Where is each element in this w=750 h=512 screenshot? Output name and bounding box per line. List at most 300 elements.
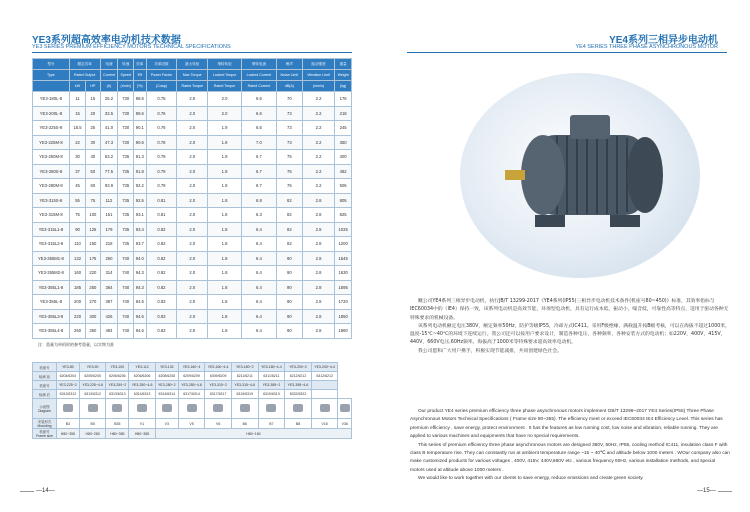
mount-row-label: 轴承 后	[33, 390, 57, 399]
spec-cell: YE3-280M-8	[33, 179, 70, 194]
motor-mount-icon	[88, 404, 98, 412]
spec-cell: 1980	[335, 324, 352, 339]
mount-cell: YE3-90	[79, 363, 106, 372]
motor-mount-icon	[112, 404, 122, 412]
spec-cell: 90	[276, 251, 302, 266]
spec-cell: 94.6	[134, 295, 147, 310]
spec-cell: 90	[69, 222, 85, 237]
spec-cell: 94.6	[134, 309, 147, 324]
spec-cell: 2.0	[177, 135, 208, 150]
mounting-type: B35	[106, 419, 129, 429]
motor-terminal-box	[570, 115, 610, 139]
spec-cell: 151	[100, 208, 118, 223]
spec-cell: 218	[100, 237, 118, 252]
mount-cell: 6314/6313	[129, 390, 156, 399]
right-title-rule	[407, 52, 727, 53]
mount-diagram-cell	[205, 399, 232, 419]
spec-cell: 2.0	[177, 150, 208, 165]
spec-cell: 2.8	[302, 237, 335, 252]
spec-cell: 0.79	[146, 150, 177, 165]
spec-cell: YE3-315L1-8	[33, 222, 70, 237]
mount-cell: 6322/6322	[285, 390, 312, 399]
spec-cell: YE3-355L3-8	[33, 309, 70, 324]
spec-cell: 1.8	[208, 208, 242, 223]
spec-cell: 735	[118, 150, 134, 165]
spec-cell: 20	[86, 106, 100, 121]
frame-label	[33, 429, 57, 439]
left-title-rule	[32, 52, 352, 53]
spec-cell: 2.8	[302, 208, 335, 223]
spec-cell: 41.0	[100, 121, 118, 136]
spec-cell: 245	[335, 121, 352, 136]
spec-cell: 0.82	[146, 251, 177, 266]
spec-cell: 2.0	[177, 295, 208, 310]
spec-cell: 91.8	[134, 164, 147, 179]
spec-cell: 2.0	[177, 309, 208, 324]
mounting-row	[33, 419, 352, 429]
spec-cell: 160	[69, 266, 85, 281]
spec-cell: 482	[335, 164, 352, 179]
description-en-p2: This series of premium efficiency three phase asynchronous motors are designed 380V, 50Hz, IP55, cooling method IC411, insulation class F with class B temperature rise. They can constantly run at ambient temperature range ~15 ~ 40℃ and altitude below 1000 meters . WOur company also can make customized products for various voltages , 400V, 415V, 440V,660V etc , various frequency 60Hz, various installation methods, and special motors used at altitude above 1000 meters .	[410, 442, 730, 473]
mount-cell: 6317/6317	[205, 390, 232, 399]
spec-col-unit: Rated Torque	[208, 81, 242, 92]
spec-cell: 218	[335, 106, 352, 121]
spec-cell: 75	[276, 150, 302, 165]
spec-cell: YE3-355L-8	[33, 295, 70, 310]
spec-cell: 730	[118, 121, 134, 136]
spec-cell: 6.7	[241, 164, 276, 179]
spec-cell: 0.82	[146, 222, 177, 237]
spec-col-en: Current	[100, 70, 118, 81]
spec-cell: 2.0	[177, 266, 208, 281]
spec-row	[33, 324, 352, 339]
left-title-en: YE3 SERIES PREMIUM EFFICIENCY MOTORS TECHNICAL SPECIFICATIONS	[32, 44, 231, 50]
spec-cell: 2.0	[177, 179, 208, 194]
spec-cell: 94.3	[134, 280, 147, 295]
spec-cell: 1.9	[208, 121, 242, 136]
spec-col-cn: 堵转转矩	[208, 59, 242, 70]
spec-cell: YE3-315S-8	[33, 193, 70, 208]
spec-cell: 76	[276, 164, 302, 179]
spec-cell: 1.9	[208, 150, 242, 165]
mount-diagram-cell	[129, 399, 156, 419]
spec-cell: 2.2	[302, 106, 335, 121]
spec-cell: 63.2	[100, 150, 118, 165]
spec-cell: 90	[276, 295, 302, 310]
spec-cell: 15	[69, 106, 85, 121]
spec-cell: 6.4	[241, 280, 276, 295]
spec-cell: 175	[86, 251, 100, 266]
spec-col-cn: 转速	[118, 59, 134, 70]
spec-cell: 6.7	[241, 150, 276, 165]
motor-mount-icon	[187, 404, 197, 412]
spec-cell: 1200	[335, 237, 352, 252]
spec-cell: 73	[276, 121, 302, 136]
spec-cell: YE3-250M-8	[33, 150, 70, 165]
spec-cell: 730	[118, 135, 134, 150]
right-page	[375, 0, 750, 512]
mount-cell: 6313/6313	[106, 390, 129, 399]
spec-cell: 1.8	[208, 222, 242, 237]
spec-cell: 112	[100, 193, 118, 208]
spec-cell: 2.2	[302, 150, 335, 165]
spec-row	[33, 150, 352, 165]
spec-cell: 40	[86, 150, 100, 165]
spec-cell: 75	[69, 208, 85, 223]
spec-row	[33, 92, 352, 107]
spec-cell: 1.8	[208, 193, 242, 208]
footer-line-right	[718, 491, 732, 492]
mount-cell: 6314/6314	[155, 390, 178, 399]
spec-col-cn: 电流	[100, 59, 118, 70]
spec-cell: 2.0	[208, 106, 242, 121]
spec-col-cn: 型号	[33, 59, 70, 70]
spec-cell: 0.78	[146, 135, 177, 150]
spec-cell: 0.81	[146, 193, 177, 208]
spec-cell: 2.0	[177, 164, 208, 179]
description-cn	[410, 298, 730, 356]
spec-cell: 1.8	[208, 266, 242, 281]
spec-cell: 93.4	[134, 222, 147, 237]
spec-cell: 6.3	[241, 208, 276, 223]
spec-cell: 82	[276, 222, 302, 237]
spec-col-cn: 重量	[335, 59, 352, 70]
spec-cell: 2.8	[302, 193, 335, 208]
spec-cell: YE3-225S-8	[33, 121, 70, 136]
spec-cell: 6.4	[241, 237, 276, 252]
spec-cell: 484	[100, 324, 118, 339]
mount-cell: YE3-250~4-6	[129, 381, 156, 390]
spec-cell: 90	[276, 309, 302, 324]
spec-cell: 505	[335, 179, 352, 194]
spec-cell: 2.8	[302, 266, 335, 281]
mount-diagram-cell	[178, 399, 205, 419]
mounting-label-en: Mounting	[37, 424, 52, 428]
spec-table	[32, 58, 352, 339]
spec-cell: 2.0	[177, 208, 208, 223]
spec-row	[33, 222, 352, 237]
spec-cell: YE3-355L4-8	[33, 324, 70, 339]
spec-cell: 7.0	[241, 135, 276, 150]
spec-col-cn: 振动强度	[302, 59, 335, 70]
motor-mount-icon	[293, 404, 303, 412]
spec-cell: 82	[276, 237, 302, 252]
spec-cell: 2.0	[208, 92, 242, 107]
spec-row	[33, 309, 352, 324]
mount-cell: 6206/6206	[129, 372, 156, 381]
mount-cell: YE3-160~4-4	[205, 363, 232, 372]
mounting-type: B8	[285, 419, 312, 429]
spec-cell: 82	[276, 208, 302, 223]
mount-cell: 6311/6211	[258, 372, 285, 381]
spec-cell: 55	[69, 193, 85, 208]
spec-cell: 1.8	[208, 237, 242, 252]
spec-col-en: Locked Current	[241, 70, 276, 81]
motor-fan-cover	[627, 137, 663, 213]
spec-cell: 30	[69, 150, 85, 165]
spec-cell: YE3-200L-8	[33, 106, 70, 121]
spec-cell: 82	[276, 193, 302, 208]
spec-cell: 50	[86, 164, 100, 179]
spec-cell: 1.8	[208, 295, 242, 310]
mount-cell: YE3-80	[57, 363, 80, 372]
spec-cell: 1.9	[208, 164, 242, 179]
mount-cell: YE3-280~2	[155, 381, 178, 390]
mounting-label-cn: 安装形式	[37, 420, 52, 424]
spec-cell: 2.8	[302, 251, 335, 266]
mounting-label	[33, 419, 57, 429]
description-cn-p1: 概公司YE4系列三相异步电动机，执行JB/T 13299-2017《YE4系列(IP55)三相异步电动机技术条件(机座号80~450)》标准，其效率指标与IEC60034中的（IE4）保持一致，该系列电动机是高效节能，环保型电动机，具有运行成本低，振动小，噪音低，可靠性高等特点，适用于驱动各种无特殊要求的机械设备。	[410, 299, 729, 321]
spec-cell: 88.6	[134, 92, 147, 107]
spec-cell: 60	[86, 179, 100, 194]
spec-cell: 90.6	[134, 135, 147, 150]
spec-cell: 132	[69, 251, 85, 266]
spec-col-en: Noise Limit	[276, 70, 302, 81]
spec-cell: 387	[100, 295, 118, 310]
spec-cell: 6.6	[241, 106, 276, 121]
spec-cell: 25	[86, 121, 100, 136]
mount-diagram-cell	[285, 399, 312, 419]
spec-cell: 2.8	[302, 222, 335, 237]
mount-cell: YE3-132	[155, 363, 178, 372]
motor-shaft	[505, 170, 525, 180]
spec-cell: 400	[335, 150, 352, 165]
spec-col-en: Locked Torque	[208, 70, 242, 81]
frame-label-en: Frame size	[36, 434, 53, 438]
mount-diagram-cell	[231, 399, 258, 419]
motor-mount-icon	[266, 404, 276, 412]
mount-cell: YE3-315~4-6	[231, 381, 258, 390]
mounting-table	[32, 362, 352, 439]
spec-cell: 2.0	[177, 324, 208, 339]
mount-cell: YE3-225~2	[57, 381, 80, 390]
spec-cell: 15	[86, 92, 100, 107]
mount-row	[33, 363, 352, 372]
spec-cell: 740	[118, 266, 134, 281]
spec-cell: 740	[118, 251, 134, 266]
spec-col-en: Vibration Limit	[302, 70, 335, 81]
spec-cell: 735	[118, 193, 134, 208]
mount-diagram-cell	[155, 399, 178, 419]
spec-col-unit: (r/min)	[118, 81, 134, 92]
mount-cell: YE3-160~4	[178, 363, 205, 372]
spec-cell: 150	[86, 237, 100, 252]
spec-cell: 125	[86, 222, 100, 237]
spec-cell: 70	[276, 92, 302, 107]
mounting-type: V15	[311, 419, 338, 429]
spec-cell: 11	[69, 92, 85, 107]
spec-cell: 2.0	[177, 237, 208, 252]
description-en-p3: We would like to work together with our clients to save energy, reduce emissions and create green society.	[418, 476, 644, 482]
spec-cell: 2.0	[177, 121, 208, 136]
spec-cell: 75	[86, 193, 100, 208]
spec-cell: 0.83	[146, 295, 177, 310]
spec-row	[33, 106, 352, 121]
spec-cell: 93.9	[100, 179, 118, 194]
diagram-row	[33, 399, 352, 419]
spec-cell: 740	[118, 295, 134, 310]
diagram-label-cn: 示意图	[39, 405, 50, 409]
spec-col-unit: (Cosφ)	[146, 81, 177, 92]
description-en	[410, 408, 730, 484]
spec-cell: 0.79	[146, 179, 177, 194]
spec-cell: 1720	[335, 295, 352, 310]
motor-foot-left	[535, 215, 565, 227]
spec-cell: 37	[69, 164, 85, 179]
spec-cell: 730	[118, 106, 134, 121]
spec-cell: 740	[118, 324, 134, 339]
spec-cell: 2.2	[302, 121, 335, 136]
spec-cell: 0.75	[146, 92, 177, 107]
spec-cell: 94.6	[134, 324, 147, 339]
mount-cell: 6211/6211	[231, 372, 258, 381]
spec-cell: 740	[118, 280, 134, 295]
spec-cell: 2.2	[302, 179, 335, 194]
motor-mount-icon	[340, 404, 350, 412]
spec-cell: 350	[86, 324, 100, 339]
spec-cell: 0.83	[146, 309, 177, 324]
spec-cell: 1.9	[208, 179, 242, 194]
spec-col-cn: 噪声	[276, 59, 302, 70]
spec-cell: 90.1	[134, 121, 147, 136]
spec-cell: 2.8	[302, 324, 335, 339]
spec-cell: 93.7	[134, 237, 147, 252]
description-en-p1: Our product YE4 series premium efficiency three phase asynchronous motors implement GB/T 13299~2017 YE4 Series(IP55) Three Phase Asynchronous Motors Technical Specifications ( Frame size 80~355). The efficiency meet or exceed IEC60034 IE4 Efficiency Level. This series has premium efficiency , save energy, protect environment . It has the features as low running cost, low noise and vibration, reliable running. They are applied to various machines and equipments that have no special requirements.	[410, 409, 723, 440]
mount-cell: YE3-250~2	[106, 381, 129, 390]
mounting-type: V6	[205, 419, 232, 429]
spec-cell: 92.2	[134, 179, 147, 194]
spec-cell: 73	[276, 106, 302, 121]
weight-note: 注：重量为单机时的参考重量，以实物为准	[38, 342, 114, 347]
spec-col-unit: dB(A)	[276, 81, 302, 92]
spec-cell: 0.76	[146, 121, 177, 136]
mount-cell	[311, 381, 338, 390]
spec-cell: 6.4	[241, 266, 276, 281]
spec-cell: 2.8	[302, 309, 335, 324]
spec-cell: 735	[118, 222, 134, 237]
frame-row	[33, 429, 352, 439]
spec-col-cn: 堵转电流	[241, 59, 276, 70]
spec-cell: 270	[86, 295, 100, 310]
spec-cell: 18.5	[69, 121, 85, 136]
mount-cell: 6313/6312	[79, 390, 106, 399]
spec-cell: 260	[100, 251, 118, 266]
description-cn-p3: 我公司愿和广大用户携手，积极实现节能减排，共同创建绿色社会。	[418, 348, 562, 354]
motor-illustration	[505, 110, 675, 260]
mount-cell: 6212/6212	[285, 372, 312, 381]
spec-row	[33, 237, 352, 252]
spec-cell: 426	[100, 309, 118, 324]
spec-cell: 2.0	[177, 280, 208, 295]
motor-foot-right	[610, 215, 640, 227]
spec-row	[33, 121, 352, 136]
spec-cell: 100	[86, 208, 100, 223]
spec-row	[33, 179, 352, 194]
mount-cell: YE3-200~2	[285, 363, 312, 372]
spec-cell: 90	[276, 280, 302, 295]
spec-cell: 250	[69, 324, 85, 339]
mount-row-label: 机座号	[33, 363, 57, 372]
spec-cell: 2.0	[177, 251, 208, 266]
mount-cell: 6208/6208	[155, 372, 178, 381]
spec-cell: 2.2	[302, 135, 335, 150]
spec-cell: 90	[276, 324, 302, 339]
spec-cell: 1025	[335, 222, 352, 237]
mount-cell: YE3-225~4-6	[79, 381, 106, 390]
spec-cell: 2.0	[177, 92, 208, 107]
description-cn-p2: 该系列电动机额定电压380V，额定频率50Hz，防护等级IP55，冷却方式IC411。采用F级绝缘，满载温升按B级考核，可以在海拔不超过1000米，温度-15℃~40℃的环境下连续运行。我公司还可以按用户要求设计，制造各种电压，各种频率，各种安装方式的电动机；如220V，400V，415V，440V，660V电压,60Hz频率，海拔高于1000米等特殊要求超高效率电动机。	[410, 323, 730, 346]
frame-size: H80~355	[106, 429, 129, 439]
spec-cell: 6.4	[241, 251, 276, 266]
spec-cell: 93.1	[134, 208, 147, 223]
spec-col-unit: (kg)	[335, 81, 352, 92]
spec-cell: YE3-180L-8	[33, 92, 70, 107]
spec-col-en: Weight	[335, 70, 352, 81]
mount-diagram-cell	[311, 399, 338, 419]
mount-cell: YE3-200~4-4	[311, 363, 338, 372]
page-number-right: —15—	[697, 488, 716, 494]
spec-col-cn: 效率	[134, 59, 147, 70]
spec-col-cn: 最大转矩	[177, 59, 208, 70]
spec-row	[33, 135, 352, 150]
spec-cell: 0.82	[146, 280, 177, 295]
mount-cell: 6317/6314	[178, 390, 205, 399]
spec-cell: 6.4	[241, 222, 276, 237]
motor-end-shield	[521, 135, 565, 215]
spec-cell: 2.8	[302, 295, 335, 310]
spec-row	[33, 251, 352, 266]
left-title-cn: YE3系列超高效率电动机技术数据	[32, 35, 181, 46]
mount-diagram-cell	[106, 399, 129, 419]
mount-cell: 6205/6205	[79, 372, 106, 381]
spec-cell: 825	[335, 208, 352, 223]
spec-cell: 1.8	[208, 309, 242, 324]
mounting-type: B6	[231, 419, 258, 429]
spec-cell: 250	[86, 280, 100, 295]
mounting-type: B3	[57, 419, 80, 429]
mounting-type: V5	[178, 419, 205, 429]
spec-cell: 805	[335, 193, 352, 208]
spec-col-en: Type	[33, 70, 70, 81]
diagram-label	[33, 399, 57, 419]
spec-row	[33, 164, 352, 179]
spec-col-en: Eff	[134, 70, 147, 81]
spec-cell: YE3-355M1-8	[33, 251, 70, 266]
mount-cell: YE3-112	[129, 363, 156, 372]
mount-cell: YE3-355~2	[258, 381, 285, 390]
spec-cell: YE3-355M2-8	[33, 266, 70, 281]
mount-row	[33, 390, 352, 399]
spec-cell: 90	[276, 266, 302, 281]
mount-cell: 6309/6209	[205, 372, 232, 381]
mount-cell: 6319/6319	[231, 390, 258, 399]
mounting-type: V36	[338, 419, 352, 429]
spec-cell: YE3-280S-8	[33, 164, 70, 179]
spec-row	[33, 280, 352, 295]
mount-cell: YE3-100	[106, 363, 129, 372]
spec-cell: 6.8	[241, 193, 276, 208]
mount-row-label: 轴承 前	[33, 372, 57, 381]
spec-cell: 735	[118, 237, 134, 252]
spec-cell: 1.8	[208, 280, 242, 295]
spec-col-unit: (A)	[100, 81, 118, 92]
spec-cell: 22	[69, 135, 85, 150]
mount-cell: 6319/6319	[258, 390, 285, 399]
spec-col-unit: HP	[86, 81, 100, 92]
mount-row-label: 机座号	[33, 381, 57, 390]
mount-cell: 6209/6209	[178, 372, 205, 381]
diagram-label-en: Diagram	[38, 409, 51, 413]
